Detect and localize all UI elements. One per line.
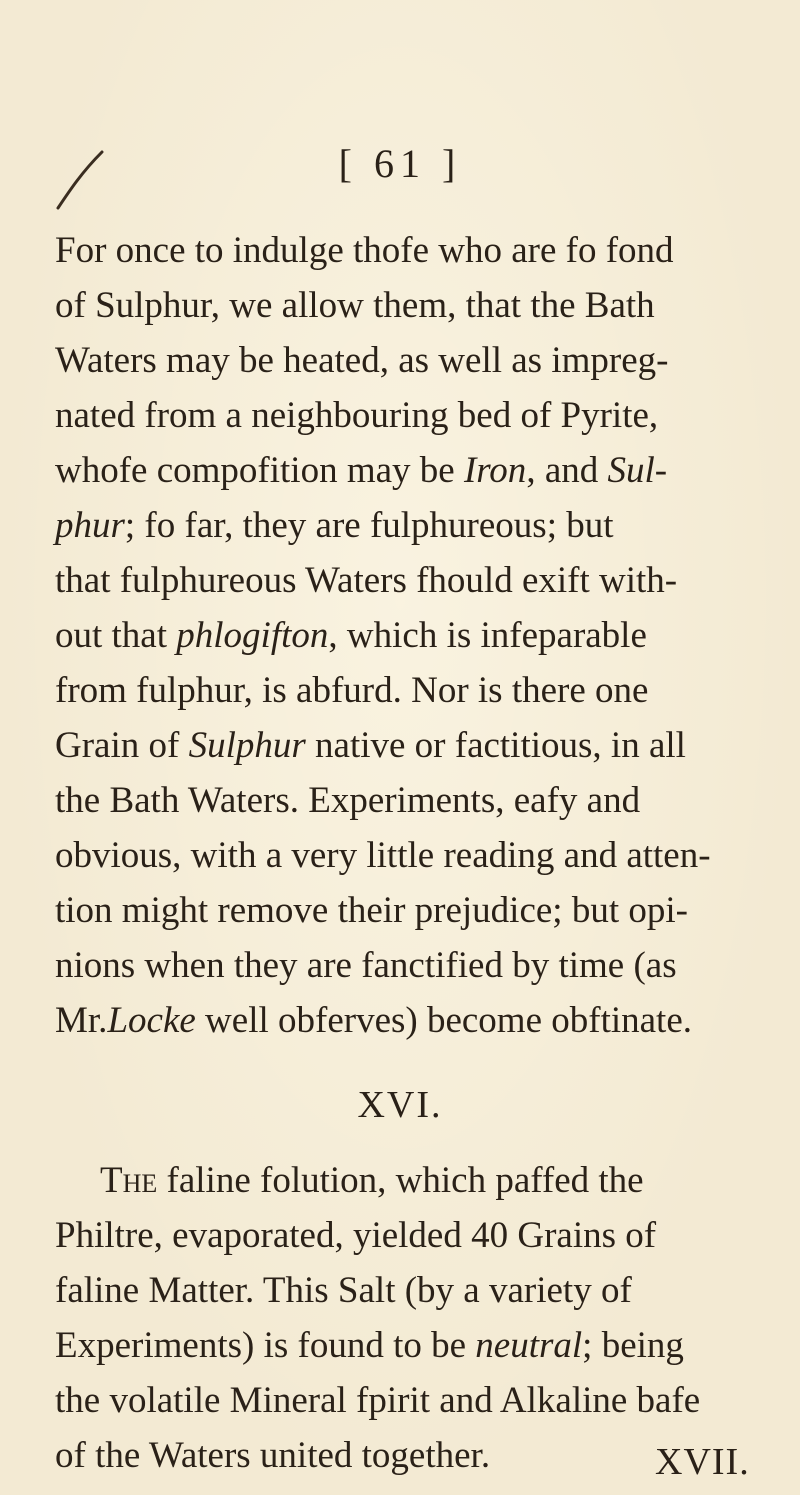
paragraph-1-line-5: whofe compofition may be Iron, and Sul- <box>55 450 668 491</box>
paragraph-2-line-4: Experiments) is found to be neutral; being <box>55 1325 684 1366</box>
italic-term-neutral: neutral <box>475 1325 583 1366</box>
paragraph-1-line-14: nions when they are fanctified by time (as <box>55 945 677 986</box>
italic-name-locke: Locke <box>107 1000 196 1041</box>
italic-term-phur: phur <box>55 505 125 546</box>
italic-term-phlogiston: phlogifton <box>176 615 329 656</box>
italic-term-iron: Iron <box>463 450 527 491</box>
paragraph-1-line-3: Waters may be heated, as well as impreg- <box>55 340 669 381</box>
paragraph-2-line-2: Philtre, evaporated, yielded 40 Grains of <box>55 1215 657 1256</box>
section-heading: XVI. <box>357 1084 443 1126</box>
paragraph-1-line-7: that fulphureous Waters fhould exift with- <box>55 560 678 601</box>
paragraph-1-line-9: from fulphur, is abfurd. Nor is there one <box>55 670 649 711</box>
paragraph-1-line-6: phur; fo far, they are fulphureous; but <box>55 505 614 546</box>
paragraph-1-line-15: Mr.Locke well obferves) become obftinate. <box>55 1000 693 1041</box>
catchword: XVII. <box>655 1441 750 1483</box>
italic-term-sulphur-part: Sul- <box>607 450 668 491</box>
paragraph-2-line-5: the volatile Mineral fpirit and Alkaline bafe <box>55 1380 701 1421</box>
paragraph-1-line-2: of Sulphur, we allow them, that the Bath <box>55 285 655 326</box>
paragraph-1-line-10: Grain of Sulphur native or factitious, in all <box>55 725 686 766</box>
paragraph-2-line-3: faline Matter. This Salt (by a variety of <box>55 1270 632 1311</box>
paragraph-1-line-13: tion might remove their prejudice; but opi- <box>55 890 688 931</box>
page-number: [ 61 ] <box>338 141 462 186</box>
paragraph-1-line-12: obvious, with a very little reading and atten- <box>55 835 711 876</box>
paragraph-1-line-11: the Bath Waters. Experiments, eafy and <box>55 780 641 821</box>
italic-term-sulphur: Sulphur <box>188 725 306 766</box>
small-caps-the: The <box>100 1160 158 1201</box>
paragraph-1-line-8: out that phlogifton, which is infeparable <box>55 615 647 656</box>
paragraph-1-line-1: For once to indulge thofe who are fo fond <box>55 230 674 271</box>
paragraph-2-line-1: The faline folution, which paffed the <box>100 1160 644 1201</box>
paragraph-2-line-6: of the Waters united together. <box>55 1435 491 1476</box>
paragraph-1-line-4: nated from a neighbouring bed of Pyrite, <box>55 395 659 436</box>
